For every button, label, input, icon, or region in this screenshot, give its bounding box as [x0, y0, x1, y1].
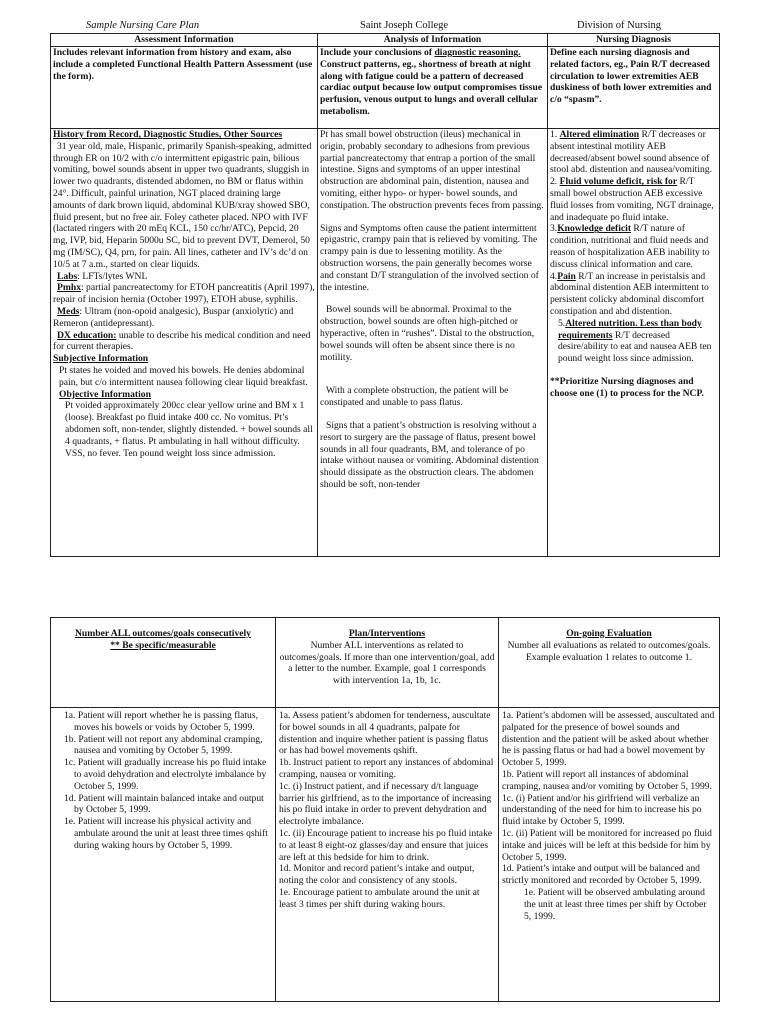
evaluation-item: 1b. Patient will report all instances of abdominal cramping, nausea and/or vomiting by October 5, 1999.	[502, 768, 712, 792]
history-text: 31 year old, male, Hispanic, primarily Spanish-speaking, admitted through ER on 10/2 with c/o intermittent epigastric pain, bilious vomiting, bowel sounds absent in upper two quadrants, sluggish in lower two quadrants, distended abdomen, no BM or flatus within 24°. Difficult, painful urination, NGT placed draining large amounts of dark brown liquid, abdominal KUB/xray showed SBO, fluid present, but no free air. Foley catheter placed. NPO with IVF (lactated ringers with 20 mEq KCL, 150 cc/hr/ATC), Pepcid, 20 mg, IVP, bid, Heparin 5000u SC, bid to prevent DVT, Demerol, 50 mg (IM/SC), Q4, prn, for pain. All lines, catheter and IV’s dc’d on 10/5 at 7 a.m., started on clear liquids.	[53, 140, 312, 270]
doc-header-right: Division of Nursing	[577, 20, 661, 31]
doc-header-center: Saint Joseph College	[360, 20, 449, 31]
evaluation-item: 1a. Patient’s abdomen will be assessed, auscultated and palpated for the presence of bowel sounds and distention and the patient will be asked about whether he is passing flatus or had had a bowel movement by October 5, 1999.	[502, 710, 715, 769]
intervention-item: 1c. (i) Instruct patient, and if necessary d/t language barrier his girlfriend, as to the importance of increasing his po fluid intake in order to prevent dehydration and electrolyte imbalance.	[279, 780, 492, 828]
outcome-item: 1b. Patient will not report any abdominal cramping, nausea and vomiting by October 5, 1999.	[64, 733, 263, 757]
outcomes-header: Number ALL outcomes/goals consecutively ** Be specific/measurable	[51, 618, 276, 708]
evaluation-cell	[499, 708, 720, 1002]
outcomes-cell	[51, 708, 276, 1002]
prioritize-note: **Prioritize Nursing diagnoses and choose one (1) to process for the NCP.	[550, 375, 704, 399]
intervention-item: 1a. Assess patient’s abdomen for tenderness, auscultate for bowel sounds in all 4 quadrants, palpate for distention and inquire whether patient is passing flatus or has had bowel movements qshift.	[279, 710, 491, 757]
evaluation-item: 1c. (ii) Patient will be monitored for increased po fluid intake and juices will be left at this bedside for him by October 5, 1999.	[502, 827, 712, 863]
intervention-item: 1c. (ii) Encourage patient to increase his po fluid intake to at least 8 eight-oz glasses/day and ensure that juices are left at this bedside for him to drink.	[279, 827, 493, 863]
assessment-table	[50, 33, 720, 557]
pmhx-line: Pmhx: partial pancreatectomy for ETOH pancreatitis (April 1997), repair of incision hernia (October 1997), ETOH abuse, syphilis.	[53, 282, 315, 306]
dx-education-line: DX education: unable to describe his medical condition and need for current therapies.	[53, 329, 311, 353]
labs-line: Labs: LFTs/lytes WNL	[57, 270, 148, 282]
analysis-details	[318, 129, 548, 557]
objective-heading: Objective Information	[59, 388, 151, 400]
evaluation-item: 1c. (i) Patient and/or his girlfriend will verbalize an understanding of the need for him to increase his po fluid intake by October 5, 1999.	[502, 792, 702, 828]
doc-header-left: Sample Nursing Care Plan	[86, 20, 200, 31]
assessment-info-header: Assessment Information	[51, 34, 318, 47]
diagnosis-1: 1. Altered elimination R/T decreases or absent intestinal motility AEB decreased/absent bowel sound absence of stool abd. distention and nausea/vomiting.	[550, 129, 713, 176]
intervention-item: 1d. Monitor and record patient’s intake and output, noting the color and consistency of any stools.	[279, 863, 475, 887]
analysis-info-header: Analysis of Information	[318, 34, 548, 47]
analysis-paragraph-2: Signs and Symptoms often cause the patient intermittent epigastric, crampy pain that is relieved by vomiting. The crampy pain is due to lessening motility. As the obstruction worsens, the pain generally becomes worse and constant D/T strangulation of the involved section of the intestine.	[320, 222, 539, 293]
subjective-heading: Subjective Information	[53, 353, 149, 365]
objective-text: Pt voided approximately 200cc clear yellow urine and BM x 1 (loose). Breakfast po fluid intake 400 cc. No vomitus. Pt’s abdomen soft, non-tender, slightly distended. + bowel sounds all 4 quadrants, + flatus. Pt ambulating in hall without difficulty. VSS, no fever. Ten pound weight loss since admission.	[65, 400, 313, 459]
diagnosis-5: 5.Altered nutrition. Less than body requirements R/T decreased desire/ability to eat and nausea AEB ten pound weight loss since admission.	[558, 317, 712, 365]
nursing-diagnosis-header: Nursing Diagnosis	[548, 34, 720, 47]
outcome-item: 1d. Patient will maintain balanced intake and output by October 5, 1999.	[64, 792, 264, 816]
diagnosis-4: 4.Pain R/T an increase in peristalsis and abdominal distention AEB intermittent to persistent colicky abdominal discomfort constipation and abd distention.	[550, 270, 709, 317]
analysis-intro: Include your conclusions of diagnostic reasoning. Construct patterns, eg., shortness of breath at night along with fatigue could be a pattern of decreased cardiac output because low output compromises tissue perfusion, venous output to lungs and overall cellular metabolism.	[318, 47, 548, 129]
outcome-item: 1e. Patient will increase his physical activity and ambulate around the unit at least three times qshift during waking hours by October 5, 1999.	[64, 816, 268, 851]
analysis-paragraph-4: With a complete obstruction, the patient will be constipated and unable to pass flatus.	[320, 385, 509, 409]
evaluation-header: On-going Evaluation Number all evaluations as related to outcomes/goals. Example evaluation 1 relates to outcome 1.	[499, 618, 720, 708]
diagnosis-details	[548, 129, 720, 557]
diagnosis-3: 3.Knowledge deficit R/T nature of condition, nutritional and fluid needs and reason of hospitalization AEB inability to discuss clinical information and care.	[550, 223, 710, 270]
diagnosis-intro: Define each nursing diagnosis and related factors, eg., Pain R/T decreased circulation to lower extremities AEB duskiness of both lower extremities and c/o “spasm”.	[548, 47, 720, 129]
outcome-item: 1a. Patient will report whether he is passing flatus, moves his bowels or voids by October 5, 1999.	[64, 710, 258, 733]
outcome-item: 1c. Patient will gradually increase his po fluid intake to avoid dehydration and electrolyte imbalance by October 5, 1999.	[64, 757, 267, 792]
evaluation-item: 1d. Patient’s intake and output will be balanced and strictly monitored and recorded by October 5, 1999.	[502, 863, 702, 887]
evaluation-item: 1e. Patient will be observed ambulating around the unit at least three times per shift by October 5, 1999.	[524, 886, 707, 922]
intervention-item: 1e. Encourage patient to ambulate around the unit at least 3 times per shift during waking hours.	[279, 886, 480, 910]
assessment-details	[51, 129, 318, 557]
diagnosis-2: 2. Fluid volume deficit, risk for R/T small bowel obstruction AEB excessive fluid losses from vomiting, NGT drainage, and inadequate po fluid intake.	[550, 176, 714, 223]
analysis-paragraph-1: Pt has small bowel obstruction (ileus) mechanical in origin, probably secondary to adhesions from previous partial pancreatectomy that entrap a portion of the small intestine. Signs and symptoms of an upper intestinal obstruction are abdominal pain, distention, nausea and vomiting, either hypo- or hyper- bowel sounds, and constipation. The obstruction prevents feces from passing.	[320, 129, 544, 211]
interventions-cell	[276, 708, 499, 1002]
subjective-text: Pt states he voided and moved his bowels. He denies abdominal pain, but c/o intermittent nausea following clear liquid breakfast.	[59, 364, 308, 388]
care-plan-table	[50, 617, 720, 1002]
analysis-paragraph-3: Bowel sounds will be abnormal. Proximal to the obstruction, bowel sounds are often high-pitched or hyperactive, often in “rushes”. Distal to the obstruction, bowel sounds will often be absent since there is no motility.	[320, 304, 535, 363]
meds-line: Meds: Ultram (non-opoid analgesic), Buspar (anxiolytic) and Remeron (antidepressant).	[53, 305, 294, 329]
history-heading: History from Record, Diagnostic Studies, Other Sources	[53, 129, 283, 140]
analysis-paragraph-5: Signs that a patient’s obstruction is resolving without a resort to surgery are the passage of flatus, present bowel sounds in all four quadrants, BM, and tolerance of po intake without nausea or vomiting. Abdominal distention should dissipate as the obstruction clears. The abdomen should be soft, non-tender	[320, 419, 539, 490]
assessment-intro: Includes relevant information from history and exam, also include a completed Functional Health Pattern Assessment (use the form).	[51, 47, 318, 129]
interventions-header: Plan/Interventions Number ALL interventions as related to outcomes/goals. If more than one intervention/goal, add a letter to the number. Example, goal 1 corresponds with intervention 1a, 1b, 1c.	[276, 618, 499, 708]
intervention-item: 1b. Instruct patient to report any instances of abdominal cramping, nausea or vomiting.	[279, 757, 494, 780]
